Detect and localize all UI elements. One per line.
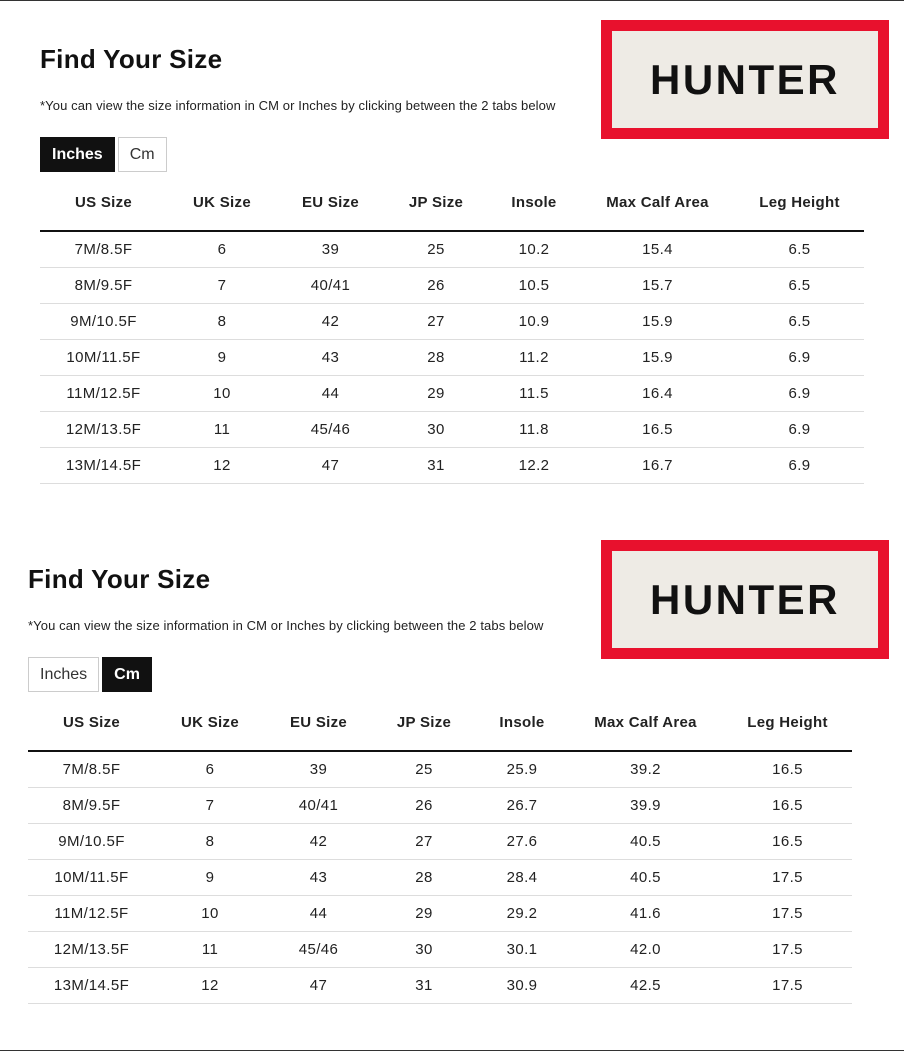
table-cell: 6.9: [735, 412, 864, 448]
table-cell: 6.9: [735, 340, 864, 376]
column-header: Insole: [488, 174, 580, 231]
table-cell: 9M/10.5F: [28, 824, 155, 860]
table-cell: 29: [372, 896, 476, 932]
tab-inches[interactable]: Inches: [28, 657, 99, 692]
table-row: [28, 751, 852, 788]
table-cell: 43: [265, 860, 372, 896]
table-cell: 44: [265, 896, 372, 932]
table-cell: 7M/8.5F: [28, 751, 155, 788]
table-cell: 26.7: [476, 788, 568, 824]
table-cell: 10.2: [488, 231, 580, 268]
table-cell: 6: [155, 751, 265, 788]
table-cell: 28.4: [476, 860, 568, 896]
column-header: Insole: [476, 694, 568, 751]
table-cell: 10M/11.5F: [28, 860, 155, 896]
logo-wordmark: HUNTER: [650, 575, 840, 623]
table-cell: 6: [167, 231, 277, 268]
table-cell: 6.5: [735, 231, 864, 268]
column-header: Max Calf Area: [568, 694, 723, 751]
table-cell: 6.5: [735, 304, 864, 340]
table-cell: 17.5: [723, 896, 852, 932]
table-cell: 39.9: [568, 788, 723, 824]
table-cell: 40/41: [265, 788, 372, 824]
table-cell: 44: [277, 376, 384, 412]
table-cell: 40/41: [277, 268, 384, 304]
page-title: Find Your Size: [40, 44, 223, 74]
size-guide-cm-panel: [0, 520, 904, 1020]
table-cell: 11: [155, 932, 265, 968]
table-row: [40, 412, 864, 448]
table-cell: 15.7: [580, 268, 735, 304]
table-cell: 26: [384, 268, 488, 304]
table-cell: 25.9: [476, 751, 568, 788]
table-cell: 30.9: [476, 968, 568, 1004]
column-header: EU Size: [277, 174, 384, 231]
table-cell: 17.5: [723, 860, 852, 896]
table-cell: 26: [372, 788, 476, 824]
table-cell: 15.9: [580, 304, 735, 340]
table-cell: 43: [277, 340, 384, 376]
tab-cm[interactable]: Cm: [118, 137, 167, 172]
table-cell: 39.2: [568, 751, 723, 788]
size-table-cm: [28, 694, 852, 1004]
table-cell: 27: [384, 304, 488, 340]
column-header: Max Calf Area: [580, 174, 735, 231]
table-cell: 10M/11.5F: [40, 340, 167, 376]
table-cell: 42.5: [568, 968, 723, 1004]
column-header: JP Size: [384, 174, 488, 231]
table-cell: 40.5: [568, 860, 723, 896]
table-cell: 12M/13.5F: [40, 412, 167, 448]
hunter-logo: [601, 540, 889, 659]
bottom-divider: [0, 1050, 904, 1051]
table-cell: 11.2: [488, 340, 580, 376]
hunter-logo: [601, 20, 889, 139]
table-cell: 28: [384, 340, 488, 376]
table-cell: 11M/12.5F: [28, 896, 155, 932]
table-cell: 13M/14.5F: [28, 968, 155, 1004]
table-cell: 25: [384, 231, 488, 268]
table-header-row: [40, 174, 864, 231]
table-cell: 16.5: [723, 751, 852, 788]
table-row: [28, 824, 852, 860]
table-cell: 9M/10.5F: [40, 304, 167, 340]
table-cell: 7: [167, 268, 277, 304]
column-header: EU Size: [265, 694, 372, 751]
table-cell: 30: [372, 932, 476, 968]
table-row: [40, 231, 864, 268]
table-cell: 15.9: [580, 340, 735, 376]
table-cell: 16.5: [723, 788, 852, 824]
table-cell: 47: [265, 968, 372, 1004]
table-cell: 7M/8.5F: [40, 231, 167, 268]
table-row: [28, 788, 852, 824]
table-cell: 31: [372, 968, 476, 1004]
table-row: [28, 896, 852, 932]
table-cell: 10.9: [488, 304, 580, 340]
table-row: [40, 340, 864, 376]
column-header: Leg Height: [735, 174, 864, 231]
table-cell: 9: [155, 860, 265, 896]
table-cell: 12: [167, 448, 277, 484]
table-cell: 6.9: [735, 376, 864, 412]
table-cell: 12.2: [488, 448, 580, 484]
column-header: JP Size: [372, 694, 476, 751]
table-cell: 8: [167, 304, 277, 340]
table-cell: 8M/9.5F: [40, 268, 167, 304]
table-cell: 27: [372, 824, 476, 860]
table-cell: 6.9: [735, 448, 864, 484]
table-cell: 40.5: [568, 824, 723, 860]
table-cell: 29.2: [476, 896, 568, 932]
unit-tabs: [40, 137, 167, 172]
table-body: [28, 751, 852, 1004]
column-header: US Size: [28, 694, 155, 751]
table-cell: 42.0: [568, 932, 723, 968]
table-row: [28, 932, 852, 968]
table-cell: 11M/12.5F: [40, 376, 167, 412]
table-cell: 45/46: [277, 412, 384, 448]
column-header: Leg Height: [723, 694, 852, 751]
size-note: *You can view the size information in CM or Inches by clicking between the 2 tabs below: [28, 618, 544, 633]
table-cell: 17.5: [723, 968, 852, 1004]
table-cell: 45/46: [265, 932, 372, 968]
table-cell: 28: [372, 860, 476, 896]
table-cell: 16.4: [580, 376, 735, 412]
size-note: *You can view the size information in CM or Inches by clicking between the 2 tabs below: [40, 98, 556, 113]
table-cell: 16.7: [580, 448, 735, 484]
size-guide-inches-panel: [0, 0, 904, 500]
table-cell: 39: [265, 751, 372, 788]
table-cell: 42: [277, 304, 384, 340]
table-cell: 41.6: [568, 896, 723, 932]
table-row: [40, 268, 864, 304]
table-cell: 25: [372, 751, 476, 788]
table-row: [40, 304, 864, 340]
table-cell: 8: [155, 824, 265, 860]
table-cell: 42: [265, 824, 372, 860]
table-header-row: [28, 694, 852, 751]
column-header: UK Size: [155, 694, 265, 751]
tab-cm[interactable]: Cm: [102, 657, 152, 692]
table-cell: 15.4: [580, 231, 735, 268]
table-cell: 11.5: [488, 376, 580, 412]
table-body: [40, 231, 864, 484]
size-table-inches: [40, 174, 864, 484]
table-cell: 30.1: [476, 932, 568, 968]
table-cell: 10: [155, 896, 265, 932]
table-row: [28, 968, 852, 1004]
table-row: [28, 860, 852, 896]
unit-tabs: [28, 657, 152, 692]
table-cell: 9: [167, 340, 277, 376]
table-cell: 27.6: [476, 824, 568, 860]
tab-inches[interactable]: Inches: [40, 137, 115, 172]
table-cell: 31: [384, 448, 488, 484]
table-cell: 13M/14.5F: [40, 448, 167, 484]
page-title: Find Your Size: [28, 564, 211, 594]
table-cell: 6.5: [735, 268, 864, 304]
table-cell: 7: [155, 788, 265, 824]
table-cell: 12: [155, 968, 265, 1004]
table-cell: 12M/13.5F: [28, 932, 155, 968]
table-cell: 11: [167, 412, 277, 448]
table-cell: 10: [167, 376, 277, 412]
table-row: [40, 376, 864, 412]
table-cell: 30: [384, 412, 488, 448]
table-cell: 16.5: [580, 412, 735, 448]
table-cell: 47: [277, 448, 384, 484]
table-cell: 39: [277, 231, 384, 268]
table-cell: 10.5: [488, 268, 580, 304]
table-cell: 8M/9.5F: [28, 788, 155, 824]
table-cell: 11.8: [488, 412, 580, 448]
table-cell: 29: [384, 376, 488, 412]
table-cell: 16.5: [723, 824, 852, 860]
logo-wordmark: HUNTER: [650, 55, 840, 103]
table-cell: 17.5: [723, 932, 852, 968]
column-header: UK Size: [167, 174, 277, 231]
table-row: [40, 448, 864, 484]
column-header: US Size: [40, 174, 167, 231]
